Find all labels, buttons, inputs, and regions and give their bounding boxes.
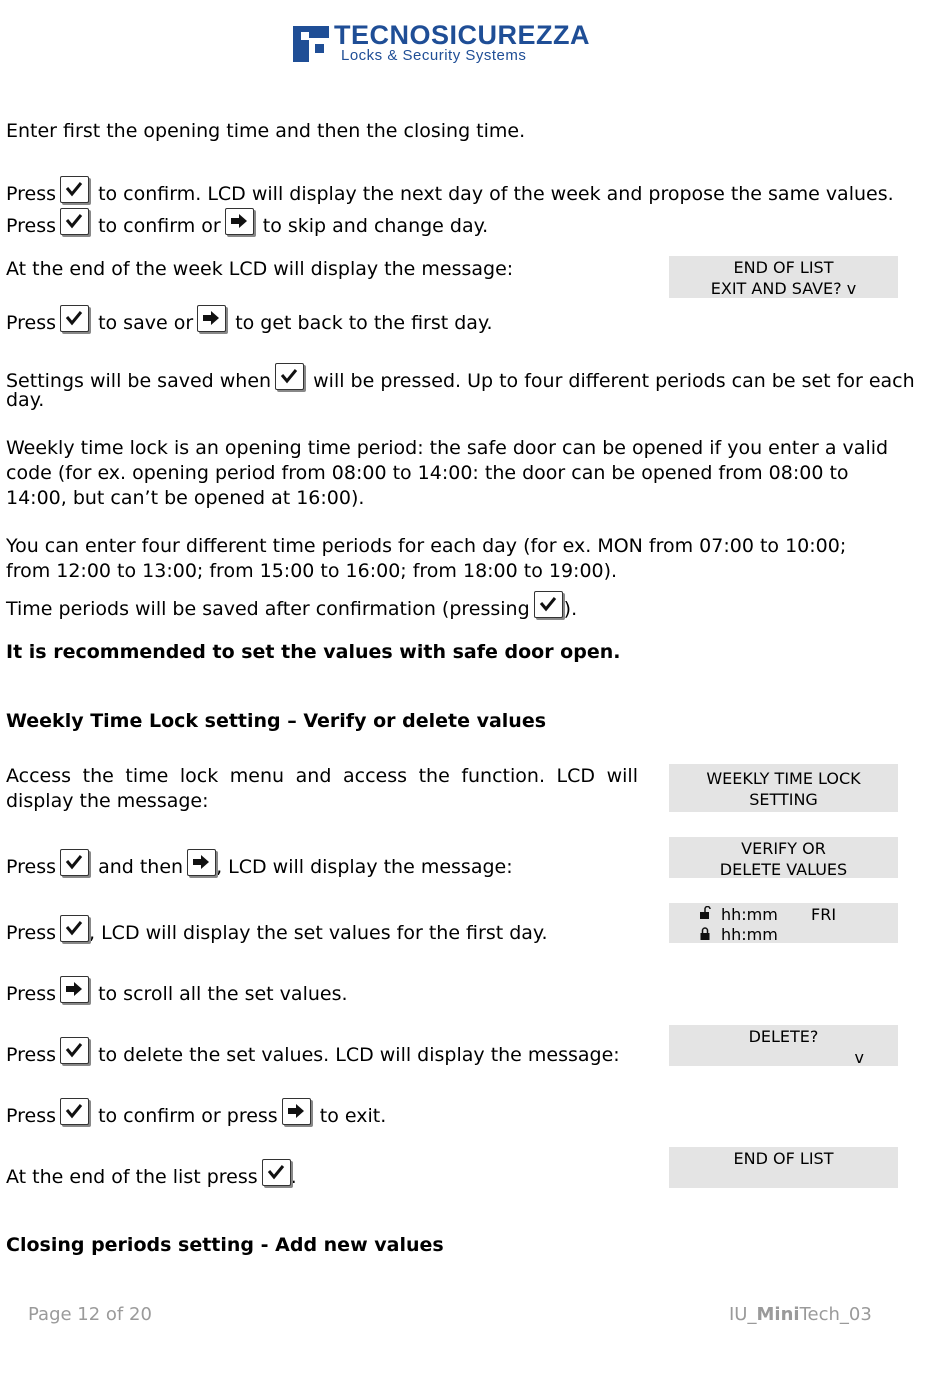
paragraph-text: Press	[6, 312, 57, 334]
check-key-icon	[60, 849, 89, 876]
brand-tagline: Locks & Security Systems	[341, 47, 527, 64]
arrow-right-key-icon	[225, 208, 254, 235]
paragraph	[6, 591, 577, 622]
check-key-icon	[60, 1037, 89, 1064]
lcd-display	[669, 1025, 898, 1066]
open-lock-icon	[699, 904, 711, 925]
closed-lock-icon	[699, 925, 711, 946]
lcd-line: WEEKLY TIME LOCK	[706, 769, 861, 788]
arrow-right-key-icon	[187, 849, 216, 876]
logo-mark-icon	[293, 26, 329, 62]
lcd-close-time: hh:mm	[721, 925, 778, 944]
paragraph-text: to confirm or	[98, 215, 221, 237]
lcd-open-time: hh:mm	[721, 905, 778, 924]
paragraph-continuation: day.	[6, 389, 45, 411]
check-key-icon	[534, 591, 563, 618]
paragraph-text: Settings will be saved when	[6, 370, 272, 392]
lcd-line: EXIT AND SAVE? v	[710, 279, 857, 298]
paragraph-text: ).	[563, 598, 578, 620]
paragraph: Enter first the opening time and then the closing time.	[6, 120, 526, 142]
arrow-right-key-icon	[197, 305, 226, 332]
paragraph-text: to save or	[98, 312, 194, 334]
check-key-icon	[60, 305, 89, 332]
paragraph	[6, 305, 493, 336]
company-logo	[293, 26, 329, 66]
paragraph-text: , LCD will display the set values for the first day.	[89, 922, 548, 944]
paragraph	[6, 1037, 620, 1068]
lcd-line: END OF LIST	[733, 258, 834, 277]
doc-code-bold: Mini	[756, 1304, 800, 1325]
paragraph-text: Press	[6, 983, 57, 1005]
paragraph-text: to get back to the first day.	[235, 312, 493, 334]
section-heading: Weekly Time Lock setting – Verify or delete values	[6, 710, 547, 732]
paragraph-text: Press	[6, 215, 57, 237]
paragraph: Access the time lock menu and access the function. LCD will display the message:	[6, 765, 638, 812]
doc-code-prefix: IU_	[729, 1304, 757, 1325]
paragraph-text: Time periods will be saved after confirmation (pressing	[6, 598, 530, 620]
check-key-icon	[262, 1159, 291, 1186]
lcd-line: v	[854, 1048, 864, 1067]
paragraph-text: to confirm. LCD will display the next day of the week and propose the same values.	[98, 183, 894, 205]
recommendation-note: It is recommended to set the values with safe door open.	[6, 641, 621, 663]
paragraph-text: to exit.	[319, 1105, 387, 1127]
arrow-right-key-icon	[60, 976, 89, 1003]
paragraph-text: to skip and change day.	[262, 215, 489, 237]
paragraph-text: .	[290, 1166, 297, 1188]
paragraph-text: will be pressed. Up to four different periods can be set for each	[313, 370, 915, 392]
lcd-line: SETTING	[749, 790, 818, 809]
paragraph	[6, 976, 348, 1007]
document-code	[729, 1304, 872, 1325]
paragraph-text: Press	[6, 183, 57, 205]
paragraph-text: to delete the set values. LCD will display the message:	[98, 1044, 620, 1066]
lcd-day: FRI	[811, 905, 837, 924]
lcd-display	[669, 256, 898, 298]
paragraph	[6, 363, 915, 394]
paragraph: At the end of the week LCD will display the message:	[6, 258, 514, 280]
paragraph-text: At the end of the list press	[6, 1166, 258, 1188]
lcd-display	[669, 764, 898, 812]
doc-code-suffix: Tech_03	[799, 1304, 872, 1325]
lcd-display	[669, 1147, 898, 1188]
paragraph	[6, 176, 894, 207]
paragraph-text: to confirm or press	[98, 1105, 278, 1127]
check-key-icon	[60, 915, 89, 942]
paragraph	[6, 1159, 297, 1190]
check-key-icon	[60, 1098, 89, 1125]
paragraph	[6, 208, 488, 239]
check-key-icon	[60, 176, 89, 203]
paragraph-text: Press	[6, 1105, 57, 1127]
paragraph	[6, 1098, 386, 1129]
lcd-line: VERIFY OR	[741, 839, 826, 858]
lcd-line: DELETE VALUES	[719, 860, 848, 879]
check-key-icon	[275, 363, 304, 390]
lcd-display	[669, 837, 898, 878]
paragraph-text: Press	[6, 856, 57, 878]
lcd-line: DELETE?	[748, 1027, 819, 1046]
paragraph	[6, 915, 548, 946]
paragraph-text: and then	[98, 856, 184, 878]
paragraph-text: Press	[6, 1044, 57, 1066]
lcd-line: END OF LIST	[733, 1149, 834, 1168]
paragraph-text: , LCD will display the message:	[216, 856, 513, 878]
paragraph: You can enter four different time periods for each day (for ex. MON from 07:00 to 10:00; from 12:00 to 13:00; from 15:00 to 16:00; from 18:00 to 19:00).	[6, 535, 847, 582]
section-heading: Closing periods setting - Add new values	[6, 1234, 444, 1256]
paragraph	[6, 849, 513, 880]
lcd-display	[669, 903, 898, 943]
arrow-right-key-icon	[282, 1098, 311, 1125]
page-number: Page 12 of 20	[28, 1304, 152, 1325]
brand-name: TECNOSICUREZZA	[334, 20, 590, 50]
paragraph-text: Press	[6, 922, 57, 944]
paragraph: Weekly time lock is an opening time period: the safe door can be opened if you enter a valid code (for ex. opening period from 08:00 to 14:00: the door can be opened from 08:00 to 14:00, but can’t be opened at 16:00).	[6, 437, 889, 509]
check-key-icon	[60, 208, 89, 235]
paragraph-text: to scroll all the set values.	[98, 983, 348, 1005]
